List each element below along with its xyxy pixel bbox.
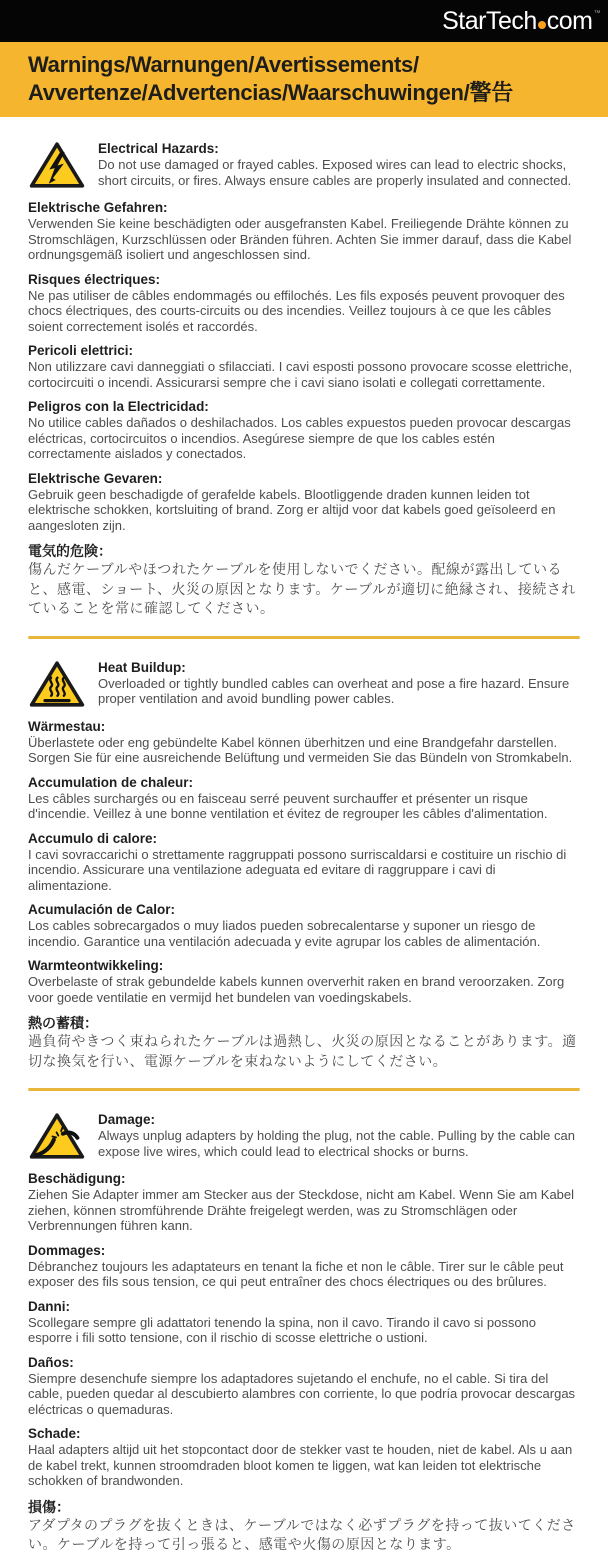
warning-heading: Risques électriques: — [28, 271, 161, 287]
warning-entry — [28, 471, 580, 534]
warning-heading: 電気的危険： — [28, 543, 112, 559]
trademark-symbol: ™ — [593, 9, 600, 17]
warning-entry — [28, 1014, 580, 1071]
warning-body: I cavi sovraccarichi o strettamente raggruppati possono surriscaldarsi e costituire un rischio di incendio. Assicurare una ventilazione adeguata ed evitare di raggruppare i cavi di alimentazione. — [28, 846, 567, 893]
warning-heading: Damage: — [98, 1112, 156, 1127]
damaged-cable-icon — [28, 1110, 86, 1162]
warning-entry — [98, 1112, 580, 1159]
warning-entry — [28, 343, 580, 390]
warning-heading: Schade: — [28, 1426, 81, 1441]
electrical-hazard-icon — [28, 139, 86, 191]
warning-body: Siempre desenchufe siempre los adaptadores sujetando el enchufe, no el cable. Si tira del cable, pueden quedar al descubierto alambres con corriente, lo que podría provocar descargas eléctricas o quemaduras. — [28, 1370, 576, 1417]
warning-heading: Acumulación de Calor: — [28, 902, 176, 917]
warning-heading: Elektrische Gefahren: — [28, 200, 168, 215]
warning-body: No utilice cables dañados o deshilachados. Los cables expuestos pueden provocar descargas eléctricas, cortocircuitos o incendios. Asegúrese siempre de que los cables estén correctamente aislados y conectados. — [28, 415, 571, 461]
banner-title-line2: Avvertenze/Advertencias/Waarschuwingen/警告 — [28, 80, 513, 105]
banner-title-line1: Warnings/Warnungen/Avertissements/ — [28, 52, 419, 77]
warning-entry — [28, 1426, 580, 1489]
warning-entry — [28, 958, 580, 1005]
warning-body: 傷んだケーブルやほつれたケーブルを使用しないでください。配線が露出していると、感電、ショート、火災の原因となります。ケーブルが適切に絶縁され、接続されていることを常に確認してください。 — [28, 561, 576, 616]
logo-text-star-tech: StarTech — [442, 6, 537, 35]
section-damage — [28, 1110, 580, 1555]
warning-body: Do not use damaged or frayed cables. Exposed wires can lead to electric shocks, short circuits, or fires. Always ensure cables are properly insulated and connected. — [98, 157, 572, 188]
warning-entry — [98, 141, 580, 188]
warning-entry — [28, 831, 580, 894]
warning-body: Gebruik geen beschadigde of gerafelde kabels. Blootliggende draden kunnen leiden tot elektrische schokken, kortsluiting of brand. Zorg er altijd voor dat kabels goed geïsoleerd en aangesloten zijn. — [28, 486, 556, 533]
warning-body: Ziehen Sie Adapter immer am Stecker aus der Steckdose, nicht am Kabel. Wenn Sie am Kabel ziehen, können stromführende Drähte freigelegt werden, was zu Stromschlägen oder Verbrennungen führen kann. — [28, 1187, 575, 1233]
warning-body: Scollegare sempre gli adattatori tenendo la spina, non il cavo. Tirando il cavo si possono esporre i fili sotto tensione, con il rischio di scosse elettriche o ustioni. — [28, 1314, 537, 1345]
warning-body: Überlastete oder eng gebündelte Kabel können überhitzen und eine Brandgefahr darstellen. Sorgen Sie für eine ausreichende Belüftung und vermeiden Sie das Bündeln von Stromkabeln. — [28, 734, 573, 765]
warning-entry — [28, 902, 580, 949]
warning-entry — [28, 1498, 580, 1555]
warning-heading: Warmteontwikkeling: — [28, 958, 164, 973]
warning-heading: Beschädigung: — [28, 1171, 126, 1186]
section-divider — [28, 1088, 580, 1091]
warning-body: Overloaded or tightly bundled cables can overheat and pose a fire hazard. Ensure proper ventilation and avoid bundling power cables. — [98, 675, 570, 706]
section-electrical-hazards — [28, 139, 580, 619]
startech-logo — [442, 7, 600, 36]
logo-text-com: com — [546, 6, 593, 35]
warning-entry — [28, 719, 580, 766]
warning-body: Los cables sobrecargados o muy liados pueden sobrecalentarse y suponer un riesgo de incendio. Garantice una ventilación adecuada y evite agrupar los cables de alimentación. — [28, 918, 541, 949]
warning-entry — [28, 200, 580, 263]
warning-entry — [98, 660, 580, 707]
warning-heading: 損傷： — [28, 1498, 70, 1515]
hot-surface-icon — [28, 658, 86, 710]
warning-heading: Elektrische Gevaren: — [28, 470, 163, 486]
warnings-banner — [0, 42, 608, 117]
warning-body: Haal adapters altijd uit het stopcontact door de stekker vast te houden, niet de kabel. Als u aan de kabel trekt, kunnen stroomdraden bloot komen te liggen, wat kan leiden tot elektrische schokken of brandwonden. — [28, 1442, 573, 1488]
section-divider — [28, 636, 580, 639]
warning-entry — [28, 775, 580, 822]
warning-heading: Wärmestau: — [28, 718, 106, 734]
warning-heading: Danni: — [28, 1298, 70, 1314]
warning-entry — [28, 1299, 580, 1346]
warning-entry — [28, 272, 580, 335]
warning-heading: Dommages: — [28, 1242, 106, 1258]
warning-body: Non utilizzare cavi danneggiati o sfilacciati. I cavi esposti possono provocare scosse elettriche, cortocircuiti o incendi. Assicurarsi sempre che i cavi siano isolati e collegati correttamente. — [28, 359, 573, 390]
section-heat-buildup — [28, 658, 580, 1072]
warning-entry — [28, 399, 580, 462]
logo-dot-icon — [538, 21, 546, 29]
warning-body: Ne pas utiliser de câbles endommagés ou effilochés. Les fils exposés peuvent provoquer des chocs électriques, des courts-circuits ou des incendies. Veillez toujours à ce que les câbles soient correctement isolés et raccordés. — [28, 287, 565, 334]
warning-body: Débranchez toujours les adaptateurs en tenant la fiche et non le câble. Tirer sur le câble peut exposer des fils sous tension, ce qui peut entraîner des chocs électriques ou des brûlures. — [28, 1258, 564, 1289]
warning-body: Overbelaste of strak gebundelde kabels kunnen oververhit raken en brand veroorzaken. Zorg voor goede ventilatie en vermijd het bundelen van voedingskabels. — [28, 974, 565, 1005]
warning-heading: Accumulo di calore: — [28, 830, 158, 846]
warning-heading: Electrical Hazards: — [98, 141, 219, 156]
warning-entry — [28, 1243, 580, 1290]
warning-body: 過負荷やきつく束ねられたケーブルは過熱し、火災の原因となることがあります。適切な換気を行い、電源ケーブルを束ねないようにしてください。 — [28, 1033, 577, 1069]
warning-body: Always unplug adapters by holding the plug, not the cable. Pulling by the cable can expose live wires, which could lead to electrical shocks or burns. — [98, 1128, 575, 1159]
warning-heading: Heat Buildup: — [98, 659, 186, 675]
warning-heading: Peligros con la Electricidad: — [28, 399, 209, 414]
warning-body: アダプタのプラグを抜くときは、ケーブルではなく必ずプラグを持って抜いてください。ケーブルを持って引っ張ると、感電や火傷の原因となります。 — [28, 1516, 576, 1552]
warning-entry — [28, 542, 580, 619]
warning-heading: 熱の蓄積： — [28, 1015, 98, 1031]
warning-entry — [28, 1171, 580, 1234]
warning-heading: Accumulation de chaleur: — [28, 774, 194, 790]
warning-entry — [28, 1355, 580, 1418]
warning-heading: Pericoli elettrici: — [28, 343, 134, 358]
warning-body: Les câbles surchargés ou en faisceau serré peuvent surchauffer et présenter un risque d'incendie. Veillez à une bonne ventilation et évitez de regrouper les câbles d'alimentation. — [28, 790, 548, 821]
warning-heading: Daños: — [28, 1354, 74, 1370]
warning-body: Verwenden Sie keine beschädigten oder ausgefransten Kabel. Freiliegende Drähte können zu Stromschlägen, Kurzschlüssen oder Bränden führen. Achten Sie immer darauf, dass die Kabel ordnungsgemäß isoliert und angeschlossen sind. — [28, 216, 572, 262]
warnings-content — [0, 117, 608, 1555]
header-bar — [0, 0, 608, 42]
